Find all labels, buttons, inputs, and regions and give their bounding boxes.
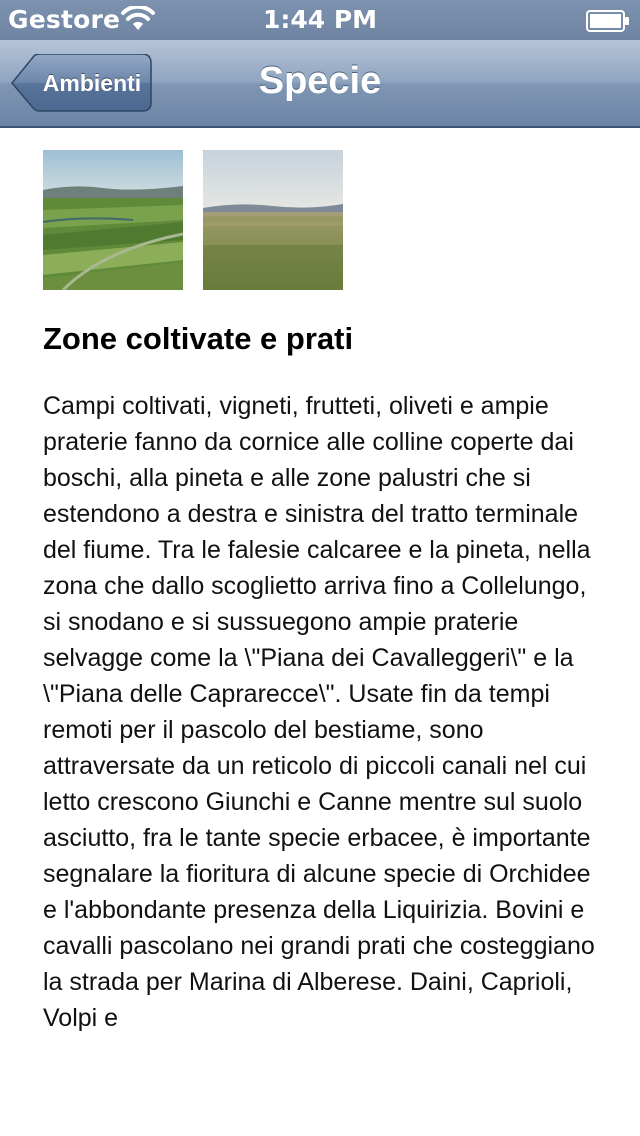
section-heading: Zone coltivate e prati bbox=[43, 321, 354, 356]
carrier-name: Gestore bbox=[8, 5, 121, 34]
image-gallery bbox=[43, 150, 603, 290]
content-area bbox=[43, 150, 603, 1036]
back-button-label: Ambienti bbox=[42, 69, 142, 96]
description-text: Campi coltivati, vigneti, frutteti, oliveti e ampie praterie fanno da cornice alle colline coperte dai boschi, alla pineta e alle zone palustri che si estendono a destra e sinistra del tratto terminale del fiume. Tra le falesie calcaree e la pineta, nella zona che dallo scoglietto arriva fino a Collelungo, si snodano e si sussuegono ampie praterie selvagge come la \"Piana dei Cavalleggeri\" e la \"Piana delle Caprarecce\". Usate fin da tempi remoti per il pascolo del bestiame, sono attraversate da un reticolo di piccoli canali nel cui letto crescono Giunchi e Canne mentre sul suolo asciutto, fra le tante specie erbacee, è importante segnalare la fioritura di alcune specie di Orchidee e l'abbondante presenza della Liquirizia. Bovini e cavalli pascolano nei grandi prati che costeggiano la strada per Marina di Alberese. Daini, Caprioli, Volpi e bbox=[43, 392, 595, 1032]
battery-icon bbox=[586, 9, 630, 31]
page-title: Specie bbox=[258, 60, 382, 102]
meadow-photo[interactable] bbox=[203, 150, 343, 290]
aerial-fields-photo[interactable] bbox=[43, 150, 183, 290]
status-bar bbox=[0, 0, 640, 40]
status-time: 1:44 PM bbox=[262, 5, 378, 34]
navigation-bar bbox=[0, 40, 640, 128]
back-button[interactable] bbox=[10, 54, 152, 112]
